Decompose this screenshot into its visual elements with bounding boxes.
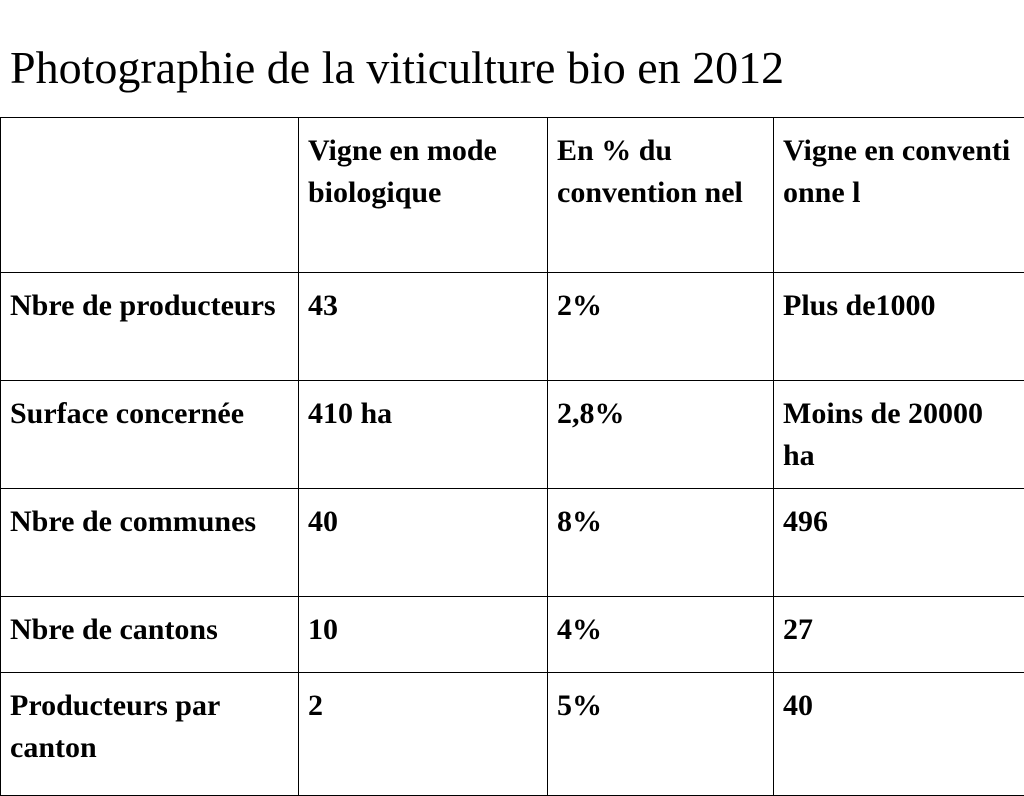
table-cell: 2% (548, 273, 774, 381)
table-cell: Plus de1000 (774, 273, 1024, 381)
table-cell: 410 ha (299, 381, 548, 489)
table-cell: 2 (299, 673, 548, 796)
table-cell: 10 (299, 597, 548, 673)
table-cell: 8% (548, 489, 774, 597)
table-cell: 4% (548, 597, 774, 673)
table-cell: 2,8% (548, 381, 774, 489)
header-cell-conventional: Vigne en conventionne l (774, 118, 1024, 273)
slide-title: Photographie de la viticulture bio en 2012 (10, 38, 784, 98)
data-table (0, 117, 1024, 796)
table-cell: 40 (774, 673, 1024, 796)
header-cell-empty (1, 118, 299, 273)
table-cell: 5% (548, 673, 774, 796)
row-label: Nbre de producteurs (1, 273, 299, 381)
table-row (1, 673, 1024, 796)
table-row (1, 381, 1024, 489)
header-cell-bio: Vigne en mode biologique (299, 118, 548, 273)
table-row (1, 489, 1024, 597)
row-label: Producteurs par canton (1, 673, 299, 796)
row-label: Nbre de communes (1, 489, 299, 597)
table-row (1, 273, 1024, 381)
header-cell-percent: En % du convention nel (548, 118, 774, 273)
table-cell: 496 (774, 489, 1024, 597)
table-header-row (1, 118, 1024, 273)
row-label: Surface concernée (1, 381, 299, 489)
table-cell: 40 (299, 489, 548, 597)
table-cell: 43 (299, 273, 548, 381)
table-cell: 27 (774, 597, 1024, 673)
table-row (1, 597, 1024, 673)
table-cell: Moins de 20000 ha (774, 381, 1024, 489)
row-label: Nbre de cantons (1, 597, 299, 673)
